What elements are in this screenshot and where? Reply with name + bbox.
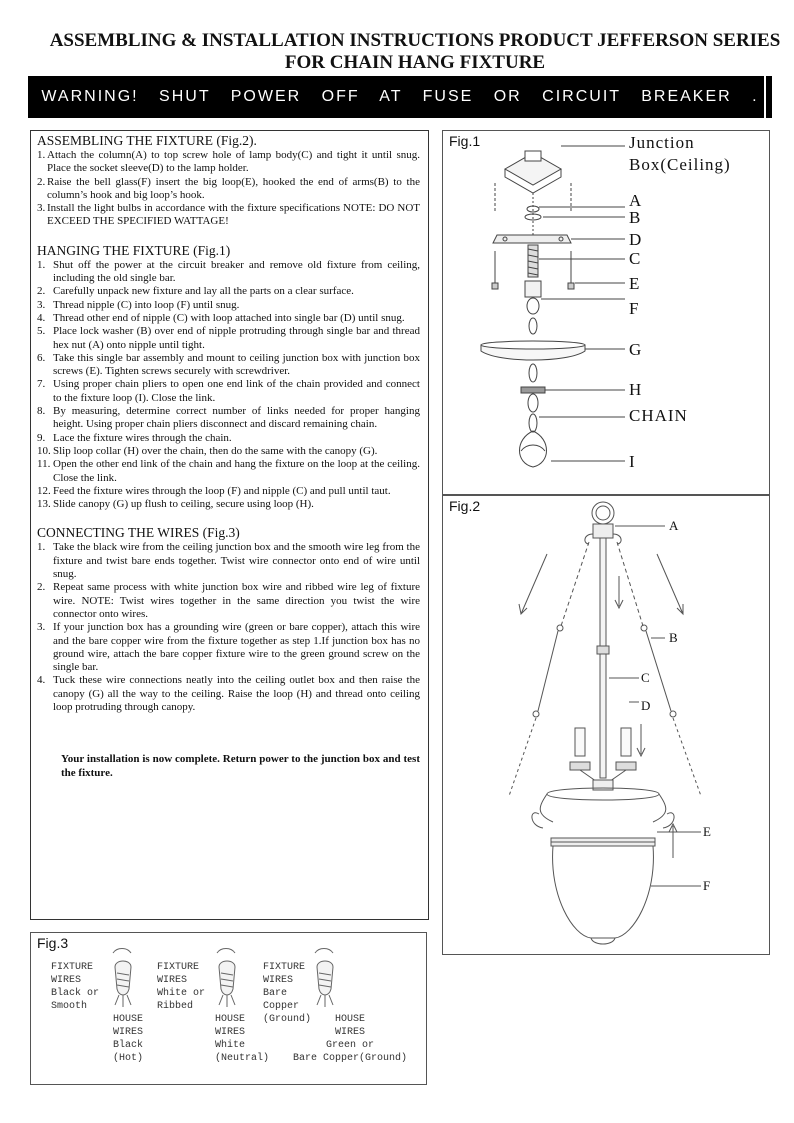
step-number: 2.: [37, 581, 46, 594]
instruction-step: [37, 299, 420, 312]
label-part-c: C: [629, 249, 642, 268]
house-wires-ground: HOUSE WIRES Green or Bare Copper(Ground): [293, 1014, 408, 1064]
house-wires-white: HOUSE WIRES White (Neutral): [215, 1014, 270, 1064]
fixture-wires-copper: FIXTURE WIRES Bare Copper (Ground): [263, 962, 312, 1025]
step-number: 10.: [37, 444, 51, 457]
step-text: Repeat same process with white junction box wire and ribbed wire leg of fixture wire. NOTE: Twist wires together in the same direction you twist the wire connector onto wires.: [53, 581, 420, 620]
instruction-step: [37, 405, 420, 432]
step-text: Thread nipple (C) into loop (F) until snug.: [53, 298, 240, 311]
step-text: Attach the column(A) to top screw hole of lamp body(C) and tight it until snug. Place the socket sleeve(D) to the lamp holder.: [47, 149, 420, 175]
completion-note: Your installation is now complete. Return power to the junction box and test the fixture.: [61, 753, 420, 780]
wire-connector-3: [315, 949, 333, 1008]
step-number: 4.: [37, 674, 46, 687]
label-part-d: D: [629, 230, 643, 249]
step-text: If your junction box has a grounding wire (green or bare copper), attach this wire and the bare copper wire from the fixture together as step 1.If junction box has no ground wire, attach the bare copper fixture wire to the green ground screw on the single bar.: [53, 621, 420, 674]
fig2-label-e: E: [703, 824, 711, 839]
warning-banner: WARNING! SHUT POWER OFF AT FUSE OR CIRCUIT BREAKER .: [28, 76, 772, 118]
figure-1: [442, 130, 770, 495]
step-number: 2.: [37, 175, 46, 188]
title-line-1: ASSEMBLING & INSTALLATION INSTRUCTIONS PRODUCT JEFFERSON SERIES: [49, 30, 781, 51]
instruction-step: [37, 378, 420, 405]
fig2-label-a: A: [669, 518, 679, 533]
step-text: Lace the fixture wires through the chain.: [53, 431, 232, 444]
wire-connector-1: [113, 949, 131, 1008]
step-number: 13.: [37, 498, 51, 511]
step-text: Place lock washer (B) over end of nipple protruding through single bar and thread hex nut (A) onto nipple until tight.: [53, 325, 420, 351]
instruction-step: [37, 485, 420, 498]
instruction-step: [37, 581, 420, 621]
instruction-step: [37, 352, 420, 379]
step-text: Slide canopy (G) up flush to ceiling, secure using loop (H).: [53, 498, 314, 511]
step-text: Tuck these wire connections neatly into the ceiling outlet box and then raise the canopy (G) all the way to the ceiling. Raise the loop (H) and thread onto ceiling loop protruding through canopy.: [53, 674, 420, 713]
step-number: 6.: [37, 351, 46, 364]
instruction-step: [37, 312, 420, 325]
instruction-step: [37, 541, 420, 581]
instruction-step: [37, 445, 420, 458]
step-number: 7.: [37, 378, 46, 391]
instruction-step: [37, 674, 420, 714]
step-number: 3.: [37, 621, 46, 634]
label-part-f: F: [629, 299, 640, 318]
label-part-g: G: [629, 340, 643, 359]
hanging-steps: [37, 259, 420, 512]
title-line-2: FOR CHAIN HANG FIXTURE: [284, 52, 546, 73]
step-text: Install the light bulbs in accordance with the fixture specifications NOTE: DO NOT EXCEED THE SPECIFIED WATTAGE!: [47, 202, 420, 228]
document-title: [40, 30, 790, 74]
step-number: 12.: [37, 484, 51, 497]
step-number: 11.: [37, 458, 51, 471]
label-junction-line1: Junction: [629, 133, 695, 152]
instruction-step: [37, 285, 420, 298]
figure-2-label: Fig.2: [449, 498, 481, 514]
step-text: Slip loop collar (H) over the chain, then do the same with the canopy (G).: [53, 444, 378, 457]
step-number: 1.: [37, 258, 46, 271]
house-wires-black: HOUSE WIRES Black (Hot): [113, 1014, 144, 1064]
label-part-e: E: [629, 274, 641, 293]
instruction-step: [37, 202, 420, 229]
step-text: Carefully unpack new fixture and lay all the parts on a clear surface.: [53, 285, 354, 298]
assembling-heading: ASSEMBLING THE FIXTURE (Fig.2).: [37, 133, 257, 148]
step-text: Thread other end of nipple (C) with loop attached into single bar (D) until snug.: [53, 311, 405, 324]
step-text: Open the other end link of the chain and hang the fixture on the loop at the ceiling. Close the link.: [53, 458, 420, 484]
hanging-heading: HANGING THE FIXTURE (Fig.1): [37, 242, 231, 258]
step-number: 3.: [37, 298, 46, 311]
instruction-step: [37, 621, 420, 674]
instructions-panel: [30, 130, 429, 920]
fig2-label-c: C: [641, 670, 650, 685]
instruction-step: [37, 458, 420, 485]
label-part-a: A: [629, 191, 643, 210]
step-number: 5.: [37, 325, 46, 338]
figure-3-label: Fig.3: [37, 935, 69, 951]
fixture-wires-black: FIXTURE WIRES Black or Smooth: [51, 962, 100, 1012]
instruction-step: [37, 498, 420, 511]
assembling-steps: [37, 149, 420, 229]
figure-3: [30, 932, 427, 1085]
step-text: Take the black wire from the ceiling junction box and the smooth wire leg from the fixture and twist bare ends together. Twist wire connector onto end of wire until snug.: [53, 541, 420, 581]
label-chain: CHAIN: [629, 406, 688, 425]
connecting-heading: CONNECTING THE WIRES (Fig.3): [37, 525, 240, 541]
wire-connector-2: [217, 949, 235, 1008]
instruction-step: [37, 432, 420, 445]
assembly-diagram: [443, 496, 771, 956]
step-number: 1.: [37, 149, 46, 161]
step-number: 3.: [37, 202, 46, 215]
label-part-h: H: [629, 380, 643, 399]
step-text: Take this single bar assembly and mount to ceiling junction box with junction box screws (E). Tighten screws securely with screwdriver.: [53, 351, 420, 378]
step-text: By measuring, determine correct number of links needed for proper hanging height. Using proper chain pliers disconnect and discard remaining chain.: [53, 405, 420, 431]
step-text: Feed the fixture wires through the loop (F) and nipple (C) and pull until taut.: [53, 484, 391, 497]
connecting-steps: [37, 541, 420, 714]
step-number: 2.: [37, 285, 46, 298]
step-text: Using proper chain pliers to open one end link of the chain provided and connect to the fixture loop (I). Close the link.: [53, 378, 420, 404]
label-part-i: I: [629, 452, 636, 471]
step-number: 4.: [37, 311, 46, 324]
instruction-step: [37, 176, 420, 203]
hanging-diagram: [443, 131, 771, 496]
fixture-wires-white: FIXTURE WIRES White or Ribbed: [157, 962, 206, 1012]
fig2-label-d: D: [641, 698, 651, 713]
fig2-label-f: F: [703, 878, 711, 893]
step-number: 8.: [37, 405, 46, 418]
instruction-step: [37, 259, 420, 286]
fig2-label-b: B: [669, 630, 678, 645]
step-text: Shut off the power at the circuit breaker and remove old fixture from ceiling, including the old single bar.: [53, 258, 420, 285]
figure-2: [442, 495, 770, 955]
label-part-b: B: [629, 208, 642, 227]
step-text: Raise the bell glass(F) insert the big loop(E), hooked the end of arms(B) to the column’s hook and big loop’s hook.: [47, 175, 420, 201]
instruction-step: [37, 325, 420, 352]
figure-1-label: Fig.1: [449, 133, 481, 149]
step-number: 1.: [37, 541, 46, 554]
step-number: 9.: [37, 431, 46, 444]
label-junction-line2: Box(Ceiling): [629, 155, 731, 174]
instruction-step: [37, 149, 420, 176]
